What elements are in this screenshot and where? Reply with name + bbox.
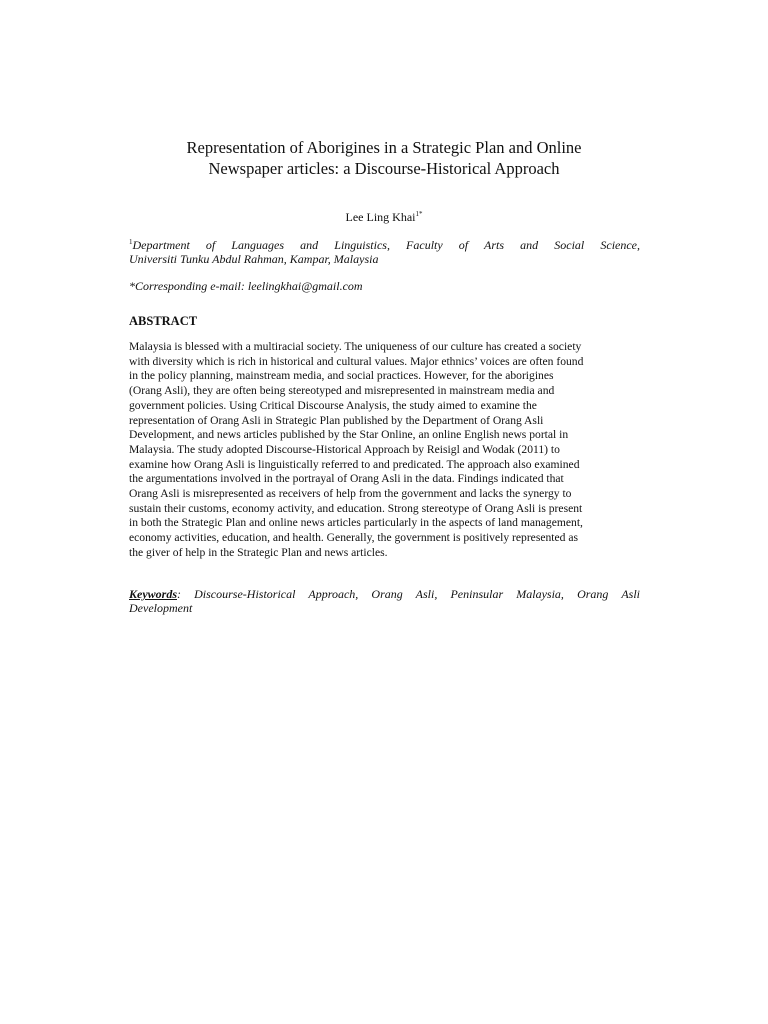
abstract-line: Malaysia is blessed with a multiracial society. The uniqueness of our culture has created a society	[129, 340, 582, 353]
author-marker: 1*	[415, 210, 423, 218]
abstract-line: the giver of help in the Strategic Plan and news articles.	[129, 545, 388, 559]
abstract-line: economy activities, education, and health. Generally, the government is positively represented as	[129, 531, 579, 545]
abstract-line: examine how Orang Asli is linguistically referred to and predicated. The approach also examined	[129, 457, 580, 471]
abstract-line: (Orang Asli), they are often being stereotyped and misrepresented in mainstream media and	[129, 384, 555, 398]
abstract-line: representation of Orang Asli in Strategic Plan published by the Department of Orang Asli	[129, 413, 544, 427]
abstract-line: in both the Strategic Plan and online news articles particularly in the aspects of land management,	[129, 516, 583, 530]
author-affiliation	[129, 238, 640, 266]
author-name: Lee Ling Khai	[345, 210, 416, 224]
affiliation-marker: 1	[129, 238, 133, 246]
affiliation-line	[129, 238, 640, 252]
title-line: Representation of Aborigines in a Strategic Plan and Online	[186, 138, 582, 157]
abstract-line: the argumentations involved in the portrayal of Orang Asli in the data. Findings indicated that	[129, 472, 564, 486]
keywords-label: Keywords	[129, 587, 177, 601]
keywords-line	[129, 588, 640, 602]
title-line: Newspaper articles: a Discourse-Historical Approach	[208, 159, 560, 178]
abstract-line: Malaysia. The study adopted Discourse-Historical Approach by Reisigl and Wodak (2011) to	[129, 442, 560, 456]
affiliation-line: Universiti Tunku Abdul Rahman, Kampar, Malaysia	[129, 252, 379, 266]
paper-title	[128, 137, 640, 179]
keywords-line: Development	[129, 600, 193, 615]
author-line	[128, 210, 640, 224]
abstract-line: sustain their customs, economy activity, and education. Strong stereotype of Orang Asli is present	[129, 501, 583, 515]
keywords-section	[129, 588, 640, 615]
abstract-heading: ABSTRACT	[129, 314, 198, 328]
abstract-line: Orang Asli is misrepresented as receivers of help from the government and lacks the synergy to	[129, 487, 572, 501]
corresponding-email: *Corresponding e-mail: leelingkhai@gmail.com	[129, 279, 363, 293]
abstract-line: in the policy planning, mainstream media, and social practices. However, for the aborigines	[129, 369, 554, 383]
affiliation-text: Department of Languages and Linguistics, Faculty of Arts and Social Science,	[132, 238, 640, 252]
abstract-line: with diversity which is rich in historical and cultural values. Major ethnics’ voices are often found	[129, 354, 584, 368]
abstract-body	[129, 340, 640, 561]
keywords-text: : Discourse-Historical Approach, Orang Asli, Peninsular Malaysia, Orang Asli	[177, 587, 640, 601]
abstract-line: Development, and news articles published by the Star Online, an online English news portal in	[129, 428, 569, 442]
abstract-line: government policies. Using Critical Discourse Analysis, the study aimed to examine the	[129, 398, 537, 412]
